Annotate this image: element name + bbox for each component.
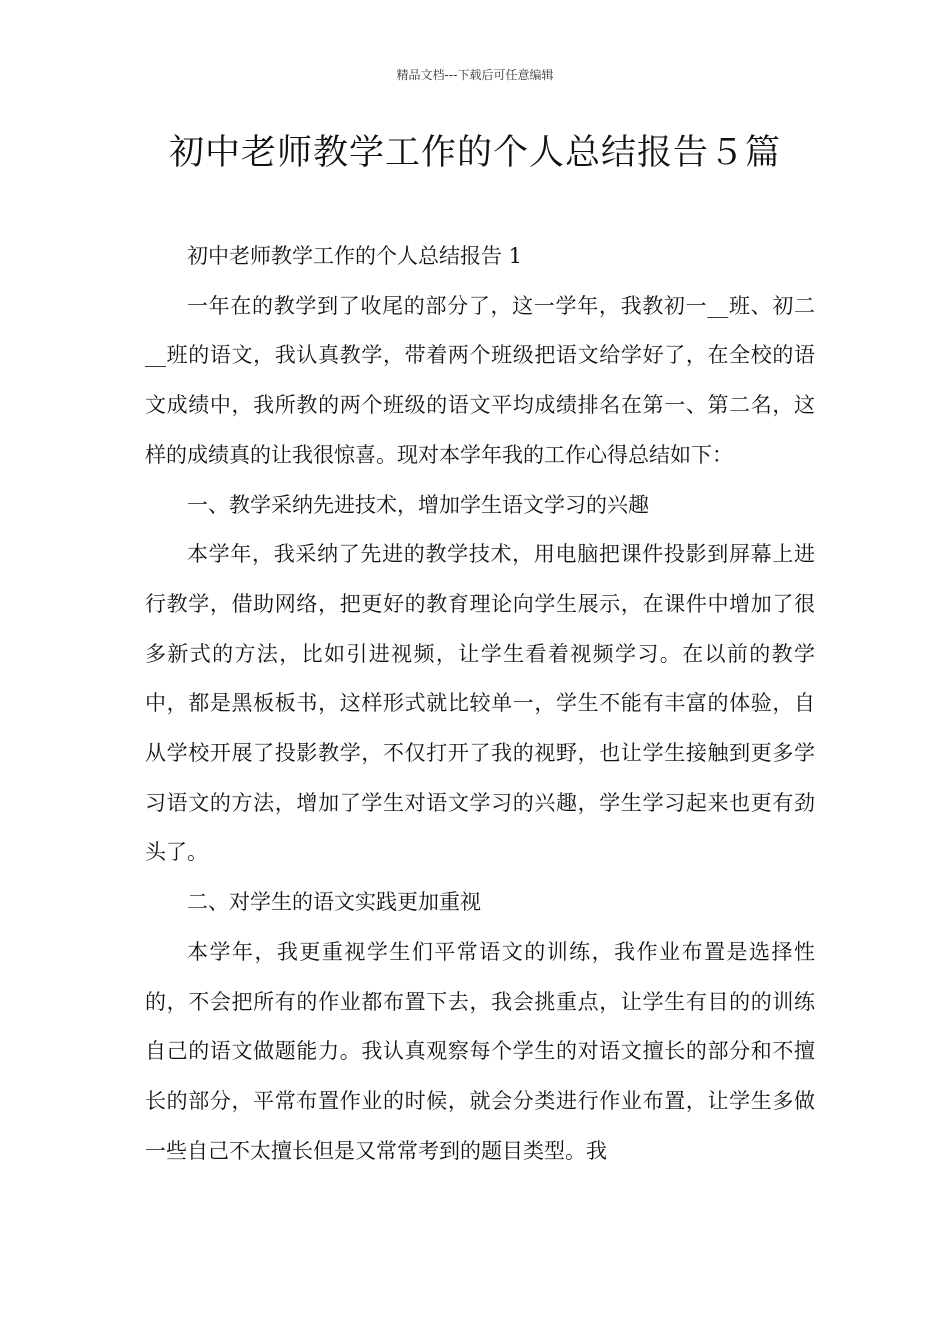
paragraph: 一年在的教学到了收尾的部分了，这一学年，我教初一__班、初二__班的语文，我认真教学，带着两个班级把语文给学好了，在全校的语文成绩中，我所教的两个班级的语文平均成绩排名在第一、第二名，这样的成绩真的让我很惊喜。现对本学年我的工作心得总结如下： [145,293,815,467]
section-heading: 初中老师教学工作的个人总结报告 1 [187,244,523,268]
subsection-heading: 二、对学生的语文实践更加重视 [187,890,481,915]
document-body [145,232,815,1176]
document-title: 初中老师教学工作的个人总结报告５篇 [168,133,781,173]
subsection-heading: 一、教学采纳先进技术，增加学生语文学习的兴趣 [187,492,649,517]
paragraph: 本学年，我采纳了先进的教学技术，用电脑把课件投影到屏幕上进行教学，借助网络，把更好的教育理论向学生展示，在课件中增加了很多新式的方法，比如引进视频，让学生看着视频学习。在以前的教学中，都是黑板板书，这样形式就比较单一，学生不能有丰富的体验，自从学校开展了投影教学，不仅打开了我的视野，也让学生接触到更多学习语文的方法，增加了学生对语文学习的兴趣，学生学习起来也更有劲头了。 [145,542,815,865]
paragraph: 本学年，我更重视学生们平常语文的训练，我作业布置是选择性的，不会把所有的作业都布置下去，我会挑重点，让学生有目的的训练自己的语文做题能力。我认真观察每个学生的对语文擅长的部分和不擅长的部分，平常布置作业的时候，就会分类进行作业布置，让学生多做一些自己不太擅长但是又常常考到的题目类型。我 [145,939,815,1163]
header-note: 精品文档---下载后可任意编辑 [396,68,554,82]
